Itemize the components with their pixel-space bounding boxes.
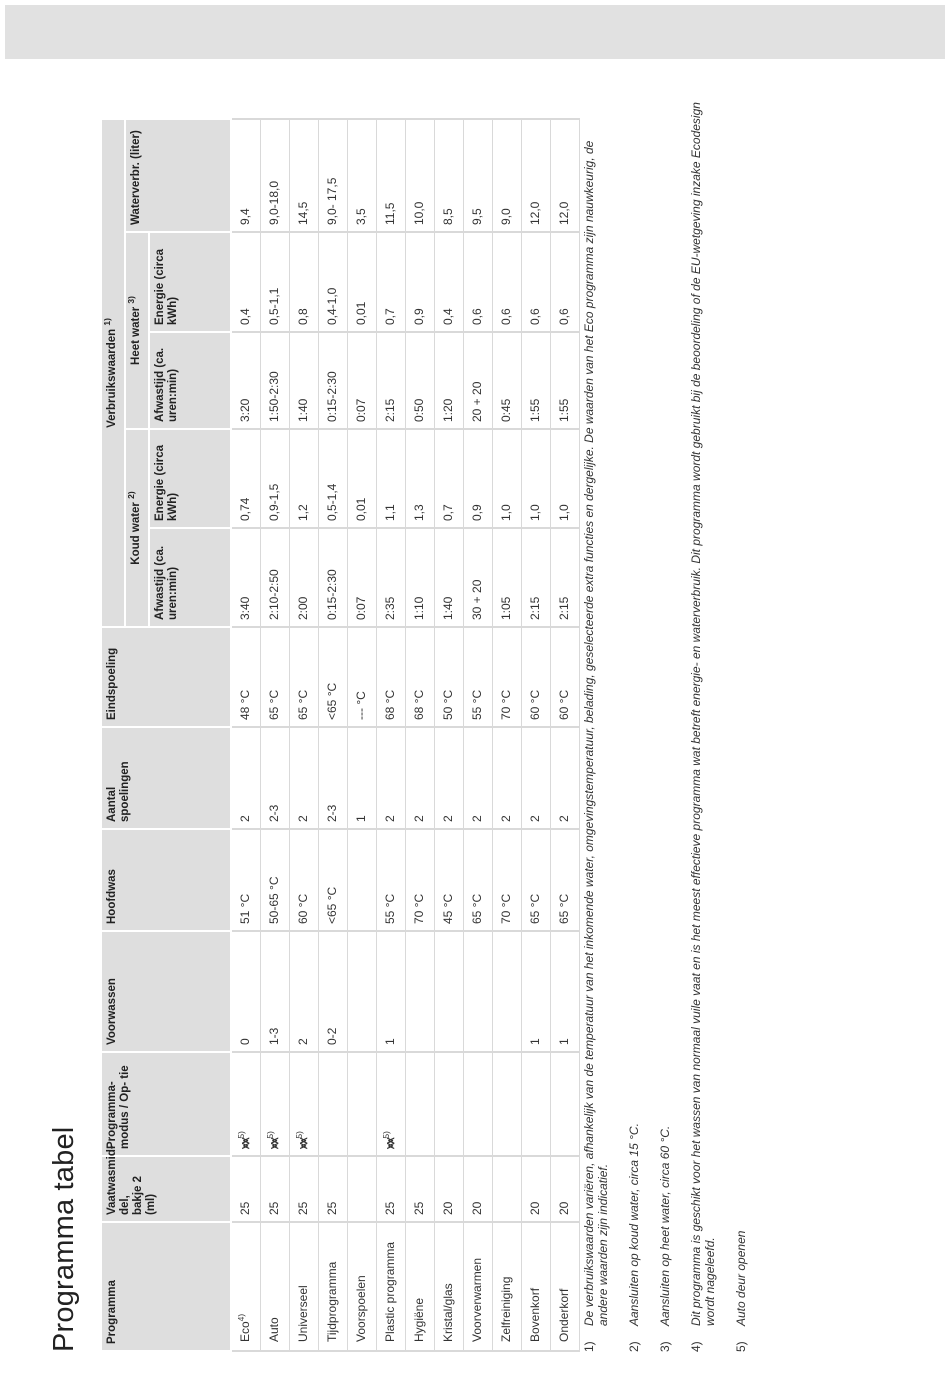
cell-cold-energy: 0,01 [348,429,377,528]
cell-detergent: 20 [464,1156,493,1222]
cell-cold-time: 2:35 [377,528,406,627]
cell-programma: Voorspoelen [348,1222,377,1351]
cell-water: 9,0 [493,119,522,232]
cell-rinses: 1 [348,727,377,829]
table-row [231,119,261,1351]
cell-final-rinse: 48 °C [231,627,261,727]
cell-programma: Plastic programma [377,1222,406,1351]
table-row [348,119,377,1351]
cell-water: 9,0- 17,5 [319,119,348,232]
cell-programma: Auto [261,1222,290,1351]
col-header-modus: Programma- modus / Op- tie [101,1052,231,1156]
programma-tabel [100,118,580,1352]
footnotes [582,102,765,1352]
cell-hot-time: 0:45 [493,332,522,429]
cell-rinses: 2 [435,727,464,829]
table-row [319,119,348,1351]
col-header-verbruikswaarden: Verbruikswaarden $^{1)}$ [101,119,125,627]
table-row [464,119,493,1351]
cell-final-rinse: 50 °C [435,627,464,727]
auto-door-open-icon: ⩙⩙ [269,1138,281,1149]
col-header-voorwassen: Voorwassen [101,931,231,1052]
cell-hot-time: 1:55 [522,332,551,429]
cell-rinses: 2-3 [319,727,348,829]
cell-mainwash: 65 °C [464,829,493,931]
cell-cold-energy: 1,1 [377,429,406,528]
col-header-hoofdwas: Hoofdwas [101,829,231,931]
page-title: Programma tabel [48,1126,80,1352]
cell-cold-energy: 0,74 [231,429,261,528]
cell-prewash: 0-2 [319,931,348,1052]
cell-mainwash: 51 °C [231,829,261,931]
table-body [231,119,580,1351]
cell-cold-time: 1:05 [493,528,522,627]
cell-prewash [348,931,377,1052]
cell-cold-time: 3:40 [231,528,261,627]
cell-cold-energy: 0,9 [464,429,493,528]
cell-rinses: 2 [522,727,551,829]
cell-hot-energy: 0,8 [290,232,319,332]
col-header-koud-energie: Energie (circa kWh) [149,429,231,528]
cell-hot-time: 2:15 [377,332,406,429]
cell-prewash [464,931,493,1052]
cell-detergent: 25 [406,1156,435,1222]
cell-hot-time: 1:55 [551,332,580,429]
footnote [689,102,717,1352]
cell-programma: Universeel [290,1222,319,1351]
cell-cold-time: 2:15 [522,528,551,627]
cell-hot-energy: 0,9 [406,232,435,332]
col-header-koud-afwastijd: Afwastijd (ca. uren:min) [149,528,231,627]
cell-modus [522,1052,551,1156]
cell-programma: Onderkorf [551,1222,580,1351]
cell-hot-energy: 0,6 [551,232,580,332]
cell-hot-time: 0:07 [348,332,377,429]
cell-prewash: 0 [231,931,261,1052]
cell-detergent [493,1156,522,1222]
cell-cold-energy: 0,7 [435,429,464,528]
cell-water: 12,0 [522,119,551,232]
cell-rinses: 2 [493,727,522,829]
cell-rinses: 2 [290,727,319,829]
cell-water: 8,5 [435,119,464,232]
cell-modus: ⩙⩙$^{5)}$ [377,1052,406,1156]
table-row [493,119,522,1351]
cell-prewash [493,931,522,1052]
cell-hot-energy: 0,4-1,0 [319,232,348,332]
table-row [261,119,290,1351]
cell-programma: Bovenkorf [522,1222,551,1351]
cell-programma: Tijdprogramma [319,1222,348,1351]
cell-cold-time: 30 + 20 [464,528,493,627]
auto-door-open-icon: ⩙⩙ [385,1138,397,1149]
cell-detergent: 25 [290,1156,319,1222]
cell-hot-energy: 0,6 [493,232,522,332]
cell-modus [493,1052,522,1156]
cell-modus [406,1052,435,1156]
cell-programma: Kristal/glas [435,1222,464,1351]
cell-water: 3,5 [348,119,377,232]
cell-detergent: 25 [231,1156,261,1222]
footnote [658,102,672,1352]
cell-water: 9,4 [231,119,261,232]
cell-mainwash: 50-65 °C [261,829,290,931]
cell-modus: ⩙⩙$^{5)}$ [231,1052,261,1156]
footnote-number: 5) [734,1341,748,1352]
cell-final-rinse: 65 °C [290,627,319,727]
cell-hot-energy: 0,4 [435,232,464,332]
cell-final-rinse: 68 °C [406,627,435,727]
cell-detergent: 25 [319,1156,348,1222]
cell-final-rinse: 70 °C [493,627,522,727]
cell-prewash [435,931,464,1052]
cell-final-rinse: 55 °C [464,627,493,727]
footnote [582,102,610,1352]
cell-water: 14,5 [290,119,319,232]
table-row [522,119,551,1351]
cell-hot-time: 1:20 [435,332,464,429]
cell-cold-energy: 1,0 [493,429,522,528]
col-header-vaatwasmiddel: Vaatwasmid- del, bakje 2 (ml) [101,1156,231,1222]
cell-hot-energy: 0,5-1,1 [261,232,290,332]
cell-water: 12,0 [551,119,580,232]
col-header-heet-energie: Energie (circa kWh) [149,232,231,332]
auto-door-open-icon: ⩙⩙ [298,1138,310,1149]
cell-detergent [348,1156,377,1222]
cell-hot-energy: 0,01 [348,232,377,332]
cell-cold-energy: 0,5-1,4 [319,429,348,528]
cell-final-rinse: 68 °C [377,627,406,727]
cell-modus [348,1052,377,1156]
cell-rinses: 2 [231,727,261,829]
col-header-spoelingen: Aantal spoelingen [101,727,231,829]
cell-cold-energy: 1,3 [406,429,435,528]
cell-detergent: 20 [522,1156,551,1222]
cell-final-rinse: --- °C [348,627,377,727]
cell-final-rinse: 60 °C [522,627,551,727]
footnote-text: Aansluiten op koud water, circa 15 °C. [627,1123,641,1326]
cell-mainwash: 55 °C [377,829,406,931]
cell-cold-time: 2:15 [551,528,580,627]
cell-modus [551,1052,580,1156]
cell-programma: Eco$^{4)}$ [231,1222,261,1351]
cell-final-rinse: 60 °C [551,627,580,727]
cell-hot-energy: 0,4 [231,232,261,332]
footnote-number: 1) [582,1341,596,1352]
cell-detergent: 25 [377,1156,406,1222]
cell-hot-time: 3:20 [231,332,261,429]
footnote-number: 3) [658,1341,672,1352]
cell-water: 9,5 [464,119,493,232]
header-row-1 [101,119,125,1351]
cell-rinses: 2 [464,727,493,829]
cell-modus: ⩙⩙$^{5)}$ [290,1052,319,1156]
cell-prewash: 1 [522,931,551,1052]
cell-modus: ⩙⩙$^{5)}$ [261,1052,290,1156]
cell-programma: Zelfreiniging [493,1222,522,1351]
cell-detergent: 20 [435,1156,464,1222]
cell-cold-time: 2:10-2:50 [261,528,290,627]
cell-detergent: 25 [261,1156,290,1222]
cell-rinses: 2-3 [261,727,290,829]
cell-hot-time: 1:50-2:30 [261,332,290,429]
table-row [377,119,406,1351]
col-header-koud-water: Koud water $^{2)}$ [125,429,149,627]
cell-mainwash: 70 °C [493,829,522,931]
cell-water: 10,0 [406,119,435,232]
cell-programma: Hygiëne [406,1222,435,1351]
cell-prewash: 1-3 [261,931,290,1052]
cell-prewash: 1 [377,931,406,1052]
cell-hot-time: 1:40 [290,332,319,429]
cell-water: 11,5 [377,119,406,232]
cell-hot-time: 0:50 [406,332,435,429]
cell-hot-energy: 0,7 [377,232,406,332]
footnote [627,102,641,1352]
cell-cold-time: 2:00 [290,528,319,627]
cell-detergent: 20 [551,1156,580,1222]
table-row [435,119,464,1351]
footnote-number: 2) [627,1341,641,1352]
cell-final-rinse: <65 °C [319,627,348,727]
cell-rinses: 2 [551,727,580,829]
cell-rinses: 2 [377,727,406,829]
footnote-text: De verbruikswaarden variëren, afhankelijk van de temperatuur van het inkomende water, omgevingstemperatuur, belading, geselecteerde extra functies en dergelijke. De waarden van het Eco programma zijn nauwkeurig, de andere waarden zijn indicatief. [582,140,610,1326]
cell-cold-energy: 1,2 [290,429,319,528]
cell-mainwash: 60 °C [290,829,319,931]
cell-water: 9,0-18,0 [261,119,290,232]
footnote [734,102,748,1352]
cell-prewash: 2 [290,931,319,1052]
cell-mainwash [348,829,377,931]
cell-hot-energy: 0,6 [522,232,551,332]
cell-mainwash: 65 °C [551,829,580,931]
cell-cold-time: 0:15-2:30 [319,528,348,627]
col-header-eindspoeling: Eindspoeling [101,627,231,727]
cell-cold-energy: 1,0 [551,429,580,528]
footnote-text: Dit programma is geschikt voor het wassen van normaal vuile vaat en is het meest effectieve programma wat betreft energie- en waterverbruik. Dit programma wordt gebruikt bij de beoordeling of de EU-wetgeving inzake Ecodesign wordt nageleefd. [689,102,717,1326]
cell-prewash [406,931,435,1052]
cell-cold-time: 1:40 [435,528,464,627]
cell-cold-time: 1:10 [406,528,435,627]
footnote-number: 4) [689,1341,703,1352]
cell-mainwash: <65 °C [319,829,348,931]
col-header-waterverbr: Waterverbr. (liter) [125,119,231,232]
cell-modus [464,1052,493,1156]
cell-mainwash: 65 °C [522,829,551,931]
cell-cold-time: 0:07 [348,528,377,627]
cell-programma: Voorverwarmen [464,1222,493,1351]
table-row [551,119,580,1351]
auto-door-open-icon: ⩙⩙ [240,1138,252,1149]
table-row [290,119,319,1351]
col-header-programma: Programma [101,1222,231,1351]
cell-modus [435,1052,464,1156]
cell-mainwash: 70 °C [406,829,435,931]
cell-cold-energy: 0,9-1,5 [261,429,290,528]
cell-hot-energy: 0,6 [464,232,493,332]
footnote-text: Aansluiten op heet water, circa 60 °C. [658,1125,672,1326]
cell-prewash: 1 [551,931,580,1052]
cell-mainwash: 45 °C [435,829,464,931]
footnote-text: Auto deur openen [734,1230,748,1326]
cell-hot-time: 0:15-2:30 [319,332,348,429]
cell-modus [319,1052,348,1156]
col-header-heet-afwastijd: Afwastijd (ca. uren:min) [149,332,231,429]
col-header-heet-water: Heet water $^{3)}$ [125,232,149,429]
cell-cold-energy: 1,0 [522,429,551,528]
cell-rinses: 2 [406,727,435,829]
cell-hot-time: 20 + 20 [464,332,493,429]
cell-final-rinse: 65 °C [261,627,290,727]
table-row [406,119,435,1351]
